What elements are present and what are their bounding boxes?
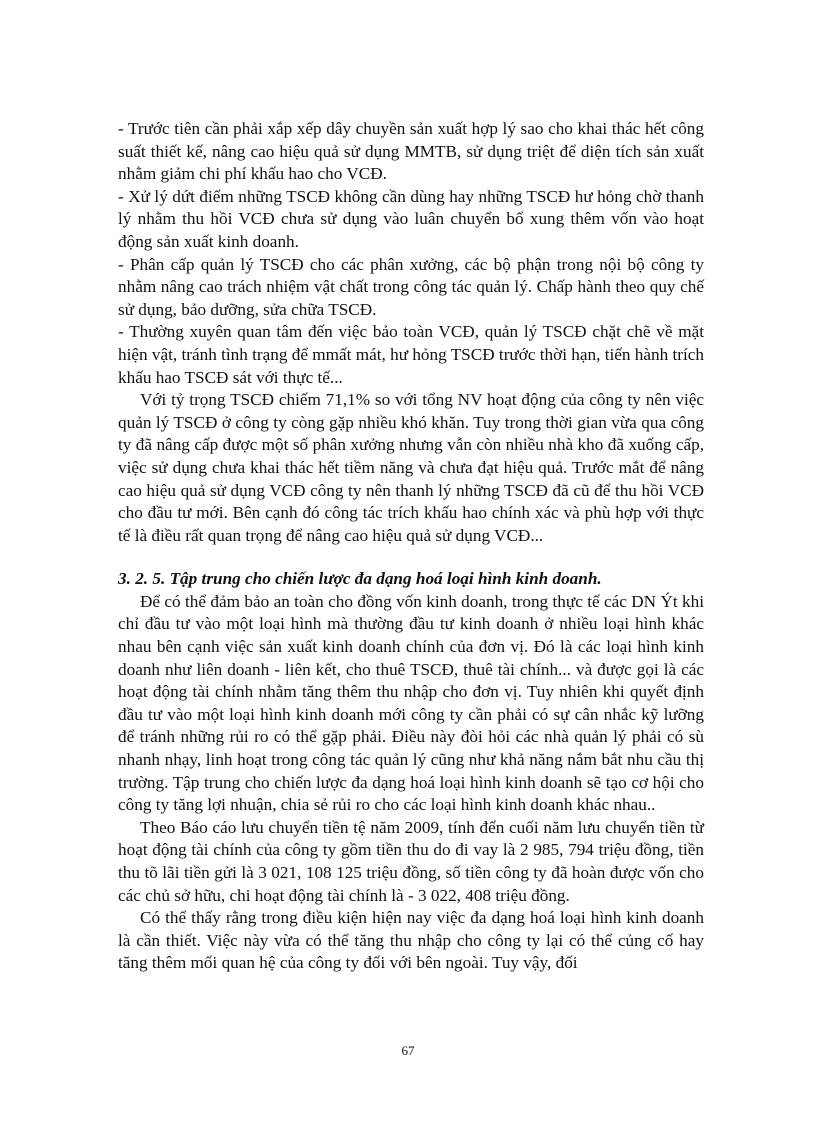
bullet-paragraph-asset-liquidation: - Xử lý dứt điểm những TSCĐ không cần dùng hay những TSCĐ hư hỏng chờ thanh lý nhằm thu hồi VCĐ chưa sử dụng vào luân chuyển bổ xung thêm vốn vào hoạt động sản xuất kinh doanh.: [118, 186, 704, 251]
page-number: 67: [401, 1043, 415, 1058]
bullet-paragraph-production-line: - Trước tiên cần phải xắp xếp dây chuyền sản xuất hợp lý sao cho khai thác hết công suất thiết kế, nâng cao hiệu quả sử dụng MMTB, sử dụng triệt để diện tích sản xuất nhằm giảm chi phí khấu hao cho VCĐ.: [118, 119, 704, 184]
paragraph-asset-ratio: Với tỷ trọng TSCĐ chiếm 71,1% so với tổng NV hoạt động của công ty nên việc quản lý TSCĐ ở công ty còng gặp nhiều khó khăn. Tuy trong thời gian vừa qua công ty đã nâng cấp được một số phân xưởng nhưng vẫn còn nhiều nhà kho đã xuống cấp, việc sử dụng chưa khai thác hết tiềm năng và chưa đạt hiệu quả. Trước mắt để nâng cao hiệu quả sử dụng VCĐ công ty nên thanh lý những TSCĐ đã cũ để thu hồi VCĐ cho đầu tư mới. Bên cạnh đó công tác trích khấu hao chính xác và phù hợp với thực tế là điều rất quan trọng để nâng cao hiệu quả sử dụng VCĐ...: [118, 390, 704, 545]
document-body: [118, 118, 704, 975]
bullet-paragraph-decentralized-management: - Phân cấp quản lý TSCĐ cho các phân xưởng, các bộ phận trong nội bộ công ty nhằm nâng cao trách nhiệm vật chất trong công tác quản lý. Chấp hành theo quy chế sử dụng, bảo dưỡng, sửa chữa TSCĐ.: [118, 254, 704, 319]
bullet-paragraph-capital-preservation: - Thường xuyên quan tâm đến việc bảo toàn VCĐ, quản lý TSCĐ chặt chẽ về mặt hiện vật, tránh tình trạng để mmất mát, hư hỏng TSCĐ trước thời hạn, tiến hành trích khấu hao TSCĐ sát với thực tế...: [118, 322, 704, 387]
paragraph-cash-flow-report: Theo Báo cáo lưu chuyển tiền tệ năm 2009, tính đến cuối năm lưu chuyển tiền từ hoạt động tài chính của công ty gồm tiền thu do đi vay là 2 985, 794 triệu đồng, tiền thu tõ lãi tiền gửi là 3 021, 108 125 triệu đồng, số tiền công ty đã hoàn được vốn cho các chủ sở hữu, chi hoạt động tài chính là - 3 022, 408 triệu đồng.: [118, 817, 704, 905]
section-heading: 3. 2. 5. Tập trung cho chiến lược đa dạng hoá loại hình kinh doanh.: [118, 569, 602, 589]
paragraph-conclusion: Có thể thấy rằng trong điều kiện hiện nay việc đa dạng hoá loại hình kinh doanh là cần thiết. Việc này vừa có thể tăng thu nhập cho công ty lại có thể củng cố hay tăng thêm mối quan hệ của công ty đối với bên ngoài. Tuy vậy, đối: [118, 908, 704, 973]
paragraph-diversification: Để có thể đảm bảo an toàn cho đồng vốn kinh doanh, trong thực tế các DN Ýt khi chỉ đầu tư vào một loại hình mà thường đầu tư kinh doanh ở nhiều loại hình khác nhau bên cạnh việc sản xuất kinh doanh chính của đơn vị. Đó là các loại hình kinh doanh như liên doanh - liên kết, cho thuê TSCĐ, thuê tài chính... và được gọi là các hoạt động tài chính nhằm tăng thêm thu nhập cho đơn vị. Tuy nhiên khi quyết định đầu tư vào một loại hình kinh doanh mới công ty cần phải có sự cân nhắc kỹ lưỡng để tránh những rủi ro có thể gặp phải. Điều này đòi hỏi các nhà quản lý phải có sù nhanh nhạy, linh hoạt trong công tác quản lý cũng như khả năng nắm bắt nhu cầu thị trường. Tập trung cho chiến lược đa dạng hoá loại hình kinh doanh sẽ tạo cơ hội cho công ty tăng lợi nhuận, chia sẻ rủi ro cho các loại hình kinh doanh khác nhau..: [118, 591, 704, 815]
